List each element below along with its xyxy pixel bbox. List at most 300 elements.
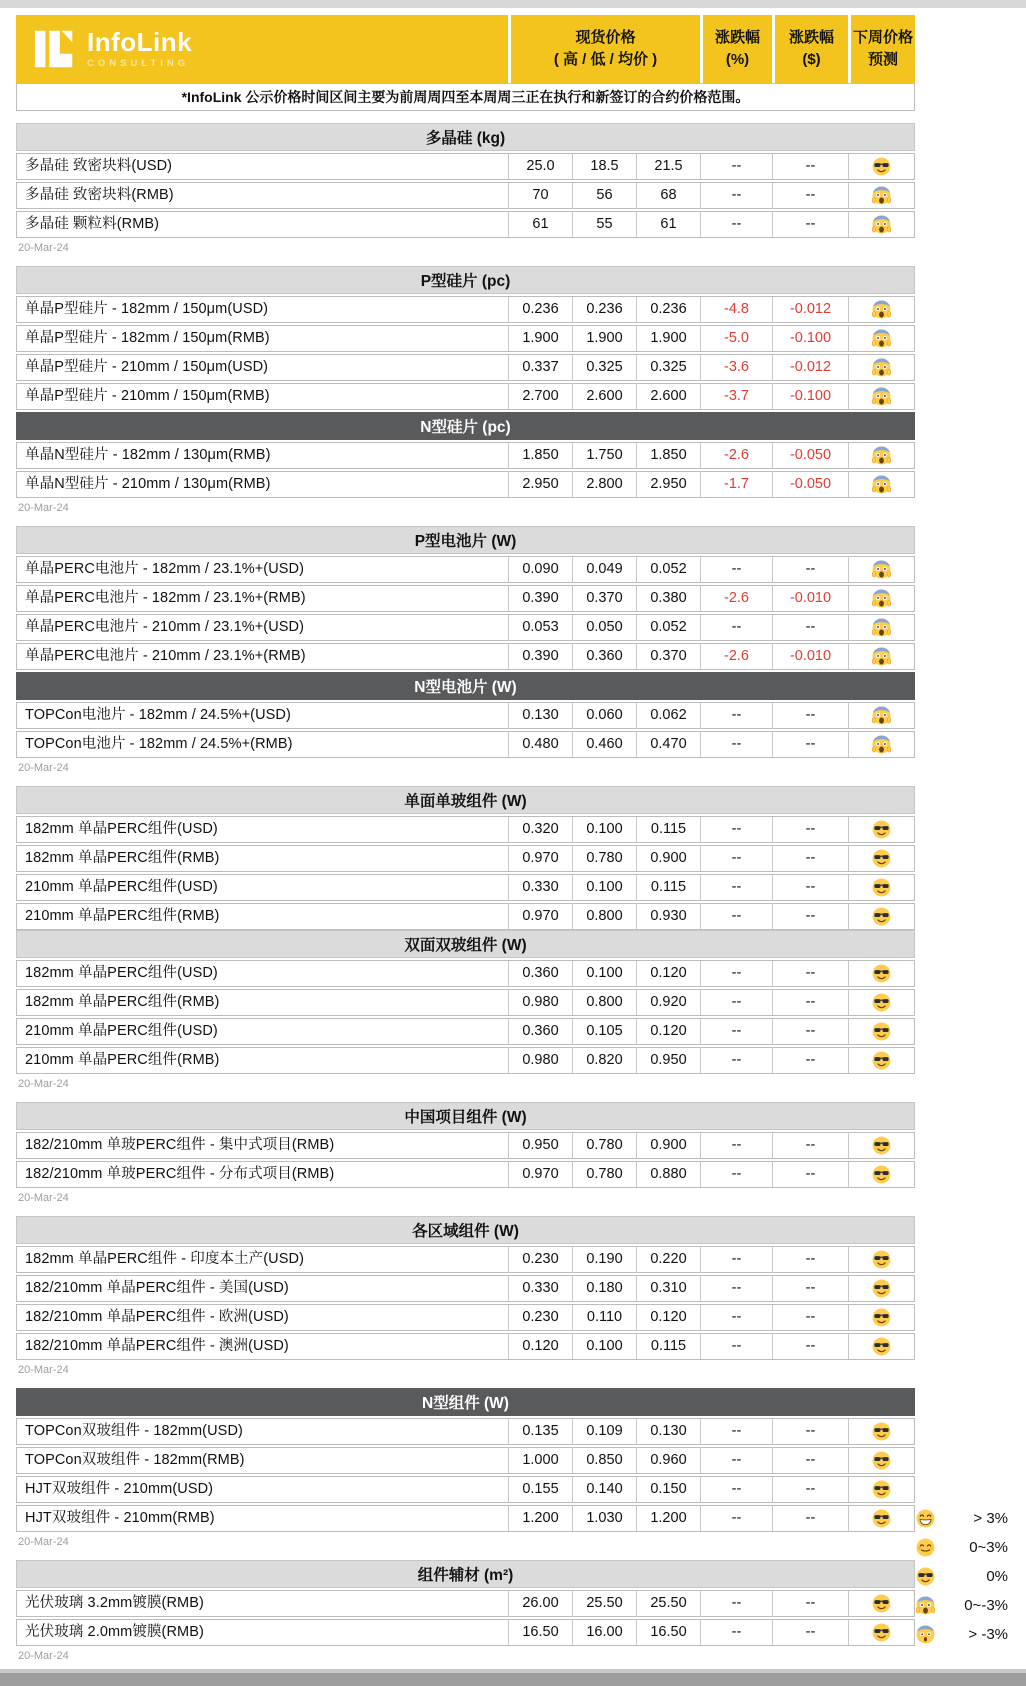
change-percent: -- [700,615,772,640]
price-low: 0.109 [572,1419,636,1444]
change-usd: -- [772,1477,848,1502]
change-usd: -- [772,875,848,900]
forecast-emoji-sunglasses [848,1419,914,1444]
table-row [16,1047,915,1074]
product-name: 210mm 单晶PERC组件(RMB) [25,908,220,925]
change-percent: -- [700,732,772,757]
legend-emoji-fearful [908,1625,942,1644]
column-header-forecast [848,15,915,83]
change-percent: -2.6 [700,443,772,468]
table-row [16,325,915,352]
column-header-change-usd [772,15,848,83]
product-name: 单晶PERC电池片 - 210mm / 23.1%+(RMB) [25,648,306,665]
price-low: 55 [572,212,636,237]
spot-price-label: 现货价格 [575,28,636,46]
price-low: 0.370 [572,586,636,611]
change-percent: -- [700,1048,772,1073]
table-row [16,182,915,209]
change-usd: -- [772,615,848,640]
change-percent: -- [700,990,772,1015]
price-low: 16.00 [572,1620,636,1645]
price-low: 1.900 [572,326,636,351]
product-name: 182mm 单晶PERC组件(USD) [25,821,218,838]
product-name: 210mm 单晶PERC组件(USD) [25,1023,218,1040]
legend-item [908,1591,1012,1620]
legend-emoji-grin [908,1509,942,1528]
price-avg: 0.115 [636,817,700,842]
price-avg: 0.325 [636,355,700,380]
legend-emoji-sunglasses [908,1567,942,1586]
price-high: 0.155 [508,1477,572,1502]
forecast-emoji-sunglasses [848,904,914,929]
product-name: 单晶P型硅片 - 182mm / 150μm(RMB) [25,330,270,347]
product-name: 182/210mm 单晶PERC组件 - 欧洲(USD) [25,1309,289,1326]
price-high: 0.970 [508,1162,572,1187]
price-avg: 0.052 [636,615,700,640]
forecast-emoji-sunglasses [848,875,914,900]
change-usd: -0.012 [772,297,848,322]
price-high: 0.130 [508,703,572,728]
forecast-emoji-sunglasses [848,1276,914,1301]
table-row [16,643,915,670]
table-row [16,731,915,758]
price-low: 0.100 [572,961,636,986]
price-high: 0.330 [508,875,572,900]
price-high: 0.360 [508,1019,572,1044]
price-avg: 0.310 [636,1276,700,1301]
infolink-logo [32,26,192,72]
price-high: 2.700 [508,384,572,409]
price-low: 0.100 [572,875,636,900]
table-row [16,1505,915,1532]
product-name: 多晶硅 颗粒料(RMB) [25,216,160,233]
forecast-emoji-scream [848,326,914,351]
forecast-emoji-scream [848,355,914,380]
table-row [16,383,915,410]
price-table-blocks [16,123,915,1662]
change-usd: -- [772,961,848,986]
price-high: 0.330 [508,1276,572,1301]
table-row [16,816,915,843]
table-row [16,614,915,641]
price-avg: 68 [636,183,700,208]
change-percent: -- [700,1305,772,1330]
change-percent-sublabel: (%) [725,51,750,68]
product-name: 182mm 单晶PERC组件(RMB) [25,850,220,867]
table-header-bar [16,15,915,83]
forecast-emoji-sunglasses [848,817,914,842]
price-high: 0.230 [508,1247,572,1272]
date-label: 20-Mar-24 [18,1078,69,1090]
price-avg: 0.115 [636,875,700,900]
price-low: 0.190 [572,1247,636,1272]
price-low: 1.750 [572,443,636,468]
forecast-emoji-scream [848,212,914,237]
price-high: 1.000 [508,1448,572,1473]
price-avg: 0.120 [636,1019,700,1044]
change-usd-label: 涨跌幅 [788,28,834,46]
price-low: 1.030 [572,1506,636,1531]
change-percent: -2.6 [700,586,772,611]
table-row [16,989,915,1016]
forecast-emoji-sunglasses [848,154,914,179]
table-row [16,1476,915,1503]
change-percent: -4.8 [700,297,772,322]
brand-subtitle: CONSULTING [87,58,190,70]
date-label: 20-Mar-24 [18,762,69,774]
forecast-emoji-sunglasses [848,1477,914,1502]
product-name: 光伏玻璃 3.2mm镀膜(RMB) [25,1595,204,1612]
legend-item [908,1533,1012,1562]
price-avg: 0.120 [636,1305,700,1330]
forecast-emoji-sunglasses [848,990,914,1015]
price-avg: 0.950 [636,1048,700,1073]
price-avg: 0.370 [636,644,700,669]
price-avg: 2.950 [636,472,700,497]
date-label: 20-Mar-24 [18,1364,69,1376]
legend-item [908,1562,1012,1591]
forecast-emoji-scream [848,443,914,468]
change-usd: -- [772,904,848,929]
change-usd: -- [772,557,848,582]
product-name: 单晶PERC电池片 - 182mm / 23.1%+(RMB) [25,590,306,607]
section-block [16,1216,915,1376]
table-row [16,153,915,180]
product-name: TOPCon电池片 - 182mm / 24.5%+(RMB) [25,736,293,753]
table-row [16,960,915,987]
product-name: 单晶N型硅片 - 210mm / 130μm(RMB) [25,476,271,493]
price-low: 0.100 [572,1334,636,1359]
section-block [16,1560,915,1662]
price-low: 0.800 [572,990,636,1015]
brand-name: InfoLink [87,27,193,58]
change-percent: -- [700,1133,772,1158]
price-high: 70 [508,183,572,208]
change-percent: -- [700,1019,772,1044]
change-percent: -- [700,1276,772,1301]
table-row [16,903,915,930]
legend-label: 0~3% [969,1539,1008,1556]
change-percent: -3.6 [700,355,772,380]
price-high: 0.230 [508,1305,572,1330]
price-high: 16.50 [508,1620,572,1645]
product-name: 182mm 单晶PERC组件(RMB) [25,994,220,1011]
column-header-change-percent [700,15,772,83]
change-percent: -- [700,1162,772,1187]
product-name: 182/210mm 单晶PERC组件 - 美国(USD) [25,1280,289,1297]
table-row [16,1590,915,1617]
price-low: 0.236 [572,297,636,322]
price-low: 0.180 [572,1276,636,1301]
price-high: 0.950 [508,1133,572,1158]
price-avg: 1.900 [636,326,700,351]
forecast-emoji-scream [848,586,914,611]
change-usd: -- [772,1419,848,1444]
product-name: HJT双玻组件 - 210mm(RMB) [25,1510,215,1527]
table-row [16,1304,915,1331]
change-percent: -1.7 [700,472,772,497]
table-row [16,702,915,729]
product-name: 单晶P型硅片 - 182mm / 150μm(USD) [25,301,269,318]
infolink-logo-icon [32,26,78,72]
price-low: 0.820 [572,1048,636,1073]
forecast-emoji-scream [848,703,914,728]
legend-label: 0~-3% [964,1597,1008,1614]
change-usd-sublabel: ($) [802,51,821,68]
price-high: 61 [508,212,572,237]
price-avg: 0.900 [636,1133,700,1158]
change-usd: -0.012 [772,355,848,380]
table-row [16,471,915,498]
change-usd: -- [772,1448,848,1473]
change-usd: -0.050 [772,443,848,468]
change-usd: -0.100 [772,384,848,409]
price-avg: 0.930 [636,904,700,929]
price-low: 2.600 [572,384,636,409]
price-high: 0.970 [508,904,572,929]
price-low: 0.105 [572,1019,636,1044]
forecast-emoji-scream [848,297,914,322]
date-label: 20-Mar-24 [18,1650,69,1662]
change-percent: -- [700,183,772,208]
price-avg: 25.50 [636,1591,700,1616]
forecast-emoji-scream [848,183,914,208]
product-name: TOPCon电池片 - 182mm / 24.5%+(USD) [25,707,291,724]
forecast-emoji-sunglasses [848,1448,914,1473]
forecast-emoji-sunglasses [848,846,914,871]
change-percent: -- [700,961,772,986]
product-name: 182mm 单晶PERC组件 - 印度本土产(USD) [25,1251,305,1268]
product-name: 210mm 单晶PERC组件(USD) [25,879,218,896]
change-percent: -- [700,1506,772,1531]
forecast-emoji-scream [848,472,914,497]
change-usd: -- [772,1048,848,1073]
price-low: 18.5 [572,154,636,179]
section-header: 中国项目组件 (W) [16,1102,915,1130]
change-usd: -- [772,817,848,842]
price-avg: 0.052 [636,557,700,582]
change-usd: -0.010 [772,586,848,611]
legend-label: 0% [986,1568,1008,1585]
price-avg: 0.380 [636,586,700,611]
change-percent: -- [700,875,772,900]
table-row [16,556,915,583]
product-name: HJT双玻组件 - 210mm(USD) [25,1481,214,1498]
forecast-emoji-sunglasses [848,1019,914,1044]
change-usd: -- [772,1506,848,1531]
change-percent: -- [700,703,772,728]
product-name: 182/210mm 单晶PERC组件 - 澳洲(USD) [25,1338,289,1355]
page-top-edge [0,0,1026,8]
forecast-emoji-scream [848,732,914,757]
spot-price-sublabel: ( 高 / 低 / 均价 ) [553,51,658,68]
product-name: 单晶PERC电池片 - 210mm / 23.1%+(USD) [25,619,305,636]
price-avg: 16.50 [636,1620,700,1645]
forecast-emoji-sunglasses [848,1334,914,1359]
column-header-spot-price [508,15,700,83]
table-row [16,1275,915,1302]
price-avg: 0.120 [636,961,700,986]
forecast-emoji-sunglasses [848,1247,914,1272]
table-row [16,585,915,612]
change-usd: -- [772,1133,848,1158]
table-row [16,296,915,323]
section-block [16,526,915,774]
section-header: 多晶硅 (kg) [16,123,915,151]
change-percent: -- [700,212,772,237]
change-usd: -- [772,154,848,179]
price-high: 0.320 [508,817,572,842]
change-usd: -- [772,1162,848,1187]
price-avg: 0.470 [636,732,700,757]
price-avg: 61 [636,212,700,237]
price-high: 0.360 [508,961,572,986]
change-percent: -- [700,1477,772,1502]
price-low: 0.780 [572,1162,636,1187]
table-row [16,1619,915,1646]
change-percent-label: 涨跌幅 [714,28,760,46]
forecast-emoji-sunglasses [848,1591,914,1616]
section-header: N型组件 (W) [16,1388,915,1416]
change-usd: -- [772,1276,848,1301]
price-avg: 1.200 [636,1506,700,1531]
change-usd: -- [772,703,848,728]
change-usd: -- [772,1247,848,1272]
price-high: 0.236 [508,297,572,322]
section-block [16,1388,915,1548]
table-row [16,874,915,901]
change-percent: -- [700,154,772,179]
section-block [16,266,915,514]
change-usd: -- [772,1334,848,1359]
price-high: 0.053 [508,615,572,640]
price-high: 0.337 [508,355,572,380]
forecast-label: 下周价格 [852,28,913,46]
section-header: P型硅片 (pc) [16,266,915,294]
forecast-emoji-sunglasses [848,1133,914,1158]
forecast-emoji-sunglasses [848,1048,914,1073]
product-name: 182mm 单晶PERC组件(USD) [25,965,218,982]
price-low: 2.800 [572,472,636,497]
price-high: 0.390 [508,586,572,611]
product-name: TOPCon双玻组件 - 182mm(RMB) [25,1452,245,1469]
price-bulletin [16,8,915,1662]
header-brand-area [16,15,508,83]
change-usd: -- [772,1591,848,1616]
change-usd: -- [772,183,848,208]
price-low: 0.050 [572,615,636,640]
change-usd: -- [772,212,848,237]
price-avg: 2.600 [636,384,700,409]
product-name: 182/210mm 单玻PERC组件 - 分布式项目(RMB) [25,1166,335,1183]
price-period-note: *InfoLink 公示价格时间区间主要为前周周四至本周周三正在执行和新签订的合约价格范围。 [16,83,915,111]
section-header: N型电池片 (W) [16,672,915,700]
price-avg: 0.062 [636,703,700,728]
change-usd: -- [772,846,848,871]
change-percent: -- [700,817,772,842]
legend-emoji-smile [908,1538,942,1557]
legend-item [908,1620,1012,1649]
price-high: 0.980 [508,1048,572,1073]
change-usd: -- [772,1620,848,1645]
price-low: 0.780 [572,1133,636,1158]
table-row [16,1132,915,1159]
change-percent: -- [700,846,772,871]
price-high: 2.950 [508,472,572,497]
price-avg: 0.236 [636,297,700,322]
price-low: 0.325 [572,355,636,380]
forecast-emoji-scream [848,557,914,582]
change-percent: -- [700,1334,772,1359]
price-high: 0.135 [508,1419,572,1444]
change-percent: -- [700,557,772,582]
price-low: 0.800 [572,904,636,929]
price-low: 0.780 [572,846,636,871]
product-name: 多晶硅 致密块料(USD) [25,158,173,175]
price-high: 1.900 [508,326,572,351]
forecast-emoji-scream [848,615,914,640]
section-header: P型电池片 (W) [16,526,915,554]
price-high: 0.090 [508,557,572,582]
legend-emoji-scream [908,1596,942,1615]
table-row [16,845,915,872]
price-high: 25.0 [508,154,572,179]
product-name: 单晶N型硅片 - 182mm / 130μm(RMB) [25,447,271,464]
forecast-emoji-scream [848,644,914,669]
forecast-emoji-sunglasses [848,1305,914,1330]
product-name: 单晶P型硅片 - 210mm / 150μm(USD) [25,359,269,376]
table-row [16,354,915,381]
section-header: 单面单玻组件 (W) [16,786,915,814]
table-row [16,211,915,238]
section-header: 各区域组件 (W) [16,1216,915,1244]
date-label: 20-Mar-24 [18,502,69,514]
product-name: 光伏玻璃 2.0mm镀膜(RMB) [25,1624,204,1641]
section-header: 组件辅材 (m²) [16,1560,915,1588]
legend-label: > 3% [973,1510,1008,1527]
price-low: 0.060 [572,703,636,728]
change-usd: -0.100 [772,326,848,351]
price-low: 0.460 [572,732,636,757]
section-block [16,1102,915,1204]
change-percent: -- [700,904,772,929]
price-avg: 0.900 [636,846,700,871]
change-percent: -2.6 [700,644,772,669]
forecast-legend [908,1504,1012,1649]
table-row [16,1246,915,1273]
price-low: 0.850 [572,1448,636,1473]
forecast-emoji-sunglasses [848,961,914,986]
product-name: 182/210mm 单玻PERC组件 - 集中式项目(RMB) [25,1137,335,1154]
legend-label: > -3% [968,1626,1008,1643]
product-name: 单晶PERC电池片 - 182mm / 23.1%+(USD) [25,561,305,578]
price-high: 26.00 [508,1591,572,1616]
price-high: 0.120 [508,1334,572,1359]
price-low: 25.50 [572,1591,636,1616]
change-usd: -0.050 [772,472,848,497]
price-high: 0.980 [508,990,572,1015]
price-low: 0.110 [572,1305,636,1330]
price-low: 0.100 [572,817,636,842]
price-avg: 0.920 [636,990,700,1015]
change-percent: -- [700,1591,772,1616]
change-percent: -3.7 [700,384,772,409]
table-row [16,1447,915,1474]
forecast-sublabel: 预测 [867,51,898,68]
product-name: TOPCon双玻组件 - 182mm(USD) [25,1423,243,1440]
change-percent: -- [700,1247,772,1272]
price-avg: 1.850 [636,443,700,468]
